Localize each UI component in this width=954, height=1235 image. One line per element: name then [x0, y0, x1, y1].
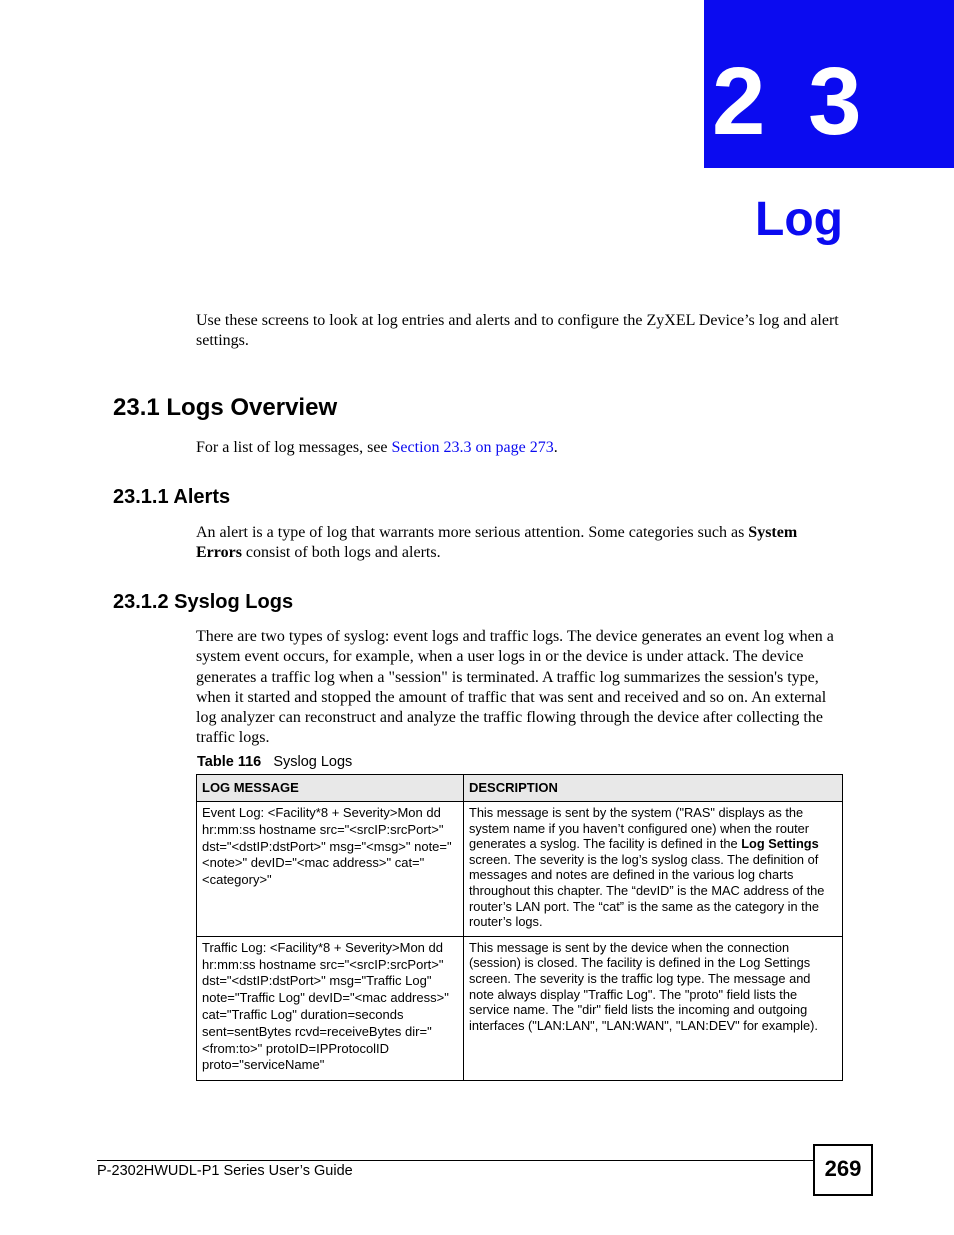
paragraph-text: For a list of log messages, see — [196, 439, 392, 456]
section-heading-23-1-1: 23.1.1 Alerts — [113, 486, 231, 508]
description-cell: This message is sent by the device when the connection (session) is closed. The facility is defined in the Log Settings screen. The severity is the traffic log type. The message and note always display "Traffic Log". The "proto" field lists the service name. The "dir" field lists the incoming and outgoing interfaces ("LAN:LAN", "LAN:WAN", "LAN:DEV" for example). — [464, 936, 843, 1080]
log-message-cell: Event Log: <Facility*8 + Severity>Mon dd hr:mm:ss hostname src="<srcIP:srcPort>" dst="<dstIP:dstPort>" msg="<msg>" note="<note>" devID="<mac address>" cat="<category>" — [197, 802, 464, 937]
section-heading-23-1-2: 23.1.2 Syslog Logs — [113, 591, 294, 613]
logs-overview-paragraph — [196, 438, 844, 458]
chapter-number: 2 3 — [712, 48, 870, 155]
table-caption — [197, 753, 352, 771]
syslog-table — [196, 774, 843, 1081]
description-cell — [464, 802, 843, 937]
page-number: 269 — [824, 1156, 862, 1181]
column-header-description: DESCRIPTION — [464, 775, 843, 802]
intro-paragraph: Use these screens to look at log entries and alerts and to configure the ZyXEL Device’s log and alert settings. — [196, 312, 839, 350]
description-text: This message is sent by the system ("RAS" displays as the system name if you haven’t configured one) when the router generates a syslog. The facility is defined in the — [469, 805, 810, 852]
paragraph-text: consist of both logs and alerts. — [241, 544, 441, 562]
footer-guide-title: P-2302HWUDL-P1 Series User’s Guide — [97, 1163, 353, 1179]
bold-term: System Errors — [196, 524, 798, 562]
log-message-cell: Traffic Log: <Facility*8 + Severity>Mon dd hr:mm:ss hostname src="<srcIP:srcPort>" dst="<dstIP:dstPort>" msg="Traffic Log" note="Traffic Log" devID="<mac address>" cat="Traffic Log" duration=seconds sent=sentBytes rcvd=receiveBytes dir="<from:to>" protoID=IPProtocolID proto="serviceName" — [197, 936, 464, 1080]
syslog-paragraph: There are two types of syslog: event logs and traffic logs. The device generates an event log when a system event occurs, for example, when a user logs in or the device is under attack. The device generates a traffic log when a "session" is terminated. A traffic log summarizes the session's type, when it started and stopped the amount of traffic that was sent and received and so on. An external log analyzer can reconstruct and analyze the traffic flowing through the device after collecting the traffic logs. — [196, 628, 834, 747]
section-link[interactable]: Section 23.3 on page 273 — [391, 439, 554, 456]
chapter-title: Log — [755, 193, 843, 246]
section-heading-23-1: 23.1 Logs Overview — [113, 394, 338, 421]
table-row — [197, 802, 843, 937]
column-header-log-message: LOG MESSAGE — [197, 775, 464, 802]
description-text: screen. The severity is the log’s syslog class. The definition of messages and notes are defined in the various log charts throughout this chapter. The “devID” is the MAC address of the router’s LAN port. The “cat” is the same as the category in the router’s logs. — [469, 851, 825, 930]
table-header-row — [197, 775, 843, 802]
alerts-paragraph — [196, 523, 844, 564]
table-row — [197, 936, 843, 1080]
paragraph-text: . — [553, 439, 558, 456]
table-caption-title: Syslog Logs — [273, 754, 353, 770]
paragraph-text: An alert is a type of log that warrants more serious attention. Some categories such as — [196, 524, 749, 541]
table-caption-label: Table 116 — [197, 754, 262, 770]
page-number-box — [813, 1144, 873, 1196]
bold-term: Log Settings — [741, 836, 819, 852]
